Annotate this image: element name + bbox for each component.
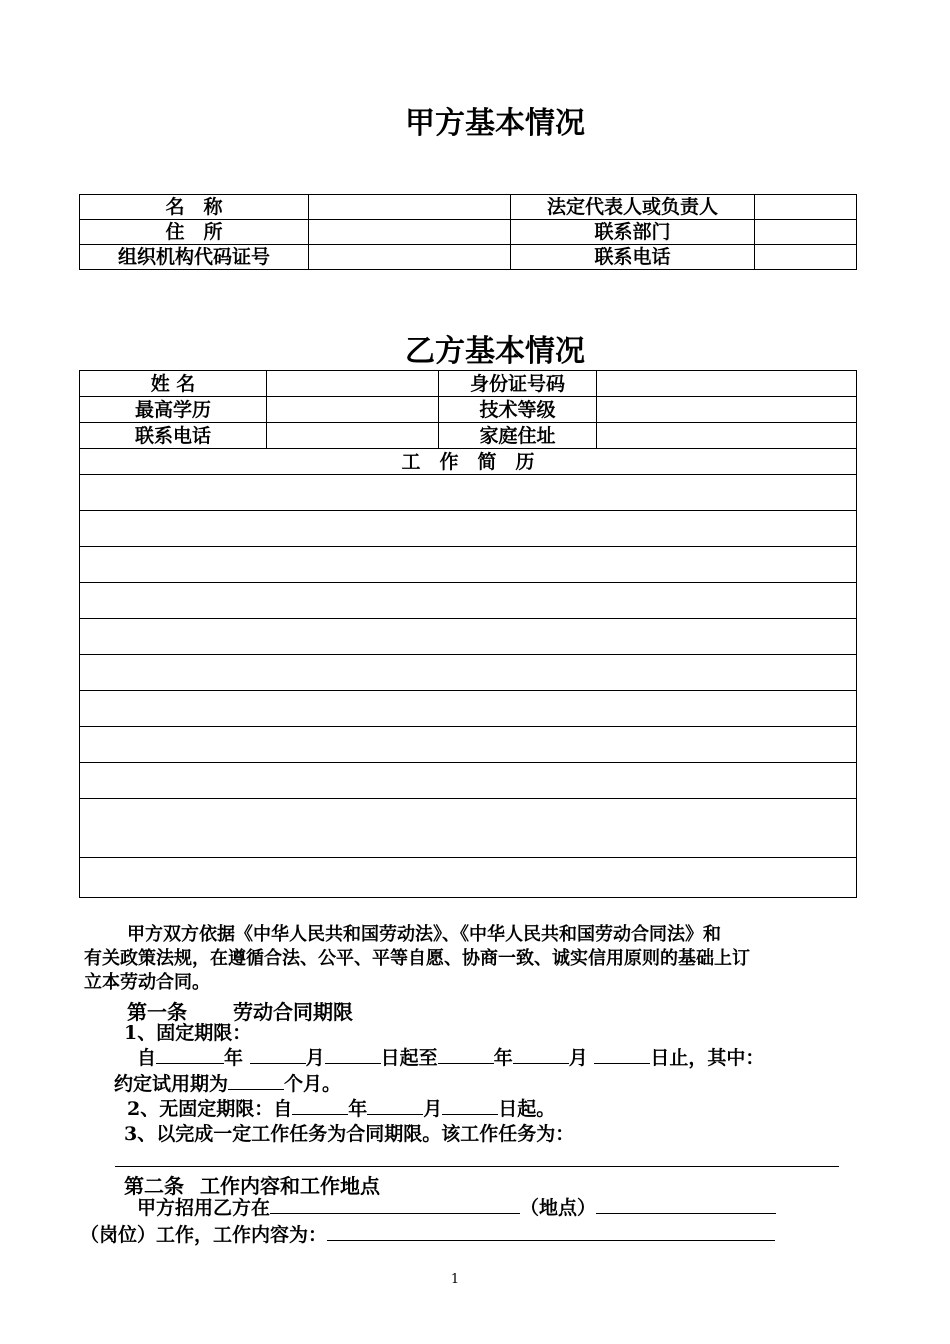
work-history-cell[interactable]: [80, 763, 857, 799]
work-content-blank[interactable]: [327, 1222, 775, 1241]
work-history-cell[interactable]: [80, 547, 857, 583]
intro-line-3: 立本劳动合同。: [84, 972, 210, 993]
start-day-text: 日起至: [380, 1047, 438, 1069]
employ-line: [137, 1195, 776, 1221]
end-month-blank[interactable]: [513, 1045, 569, 1064]
contact-dept-label: 联系部门: [511, 220, 755, 245]
article-1-number: 第一条: [127, 1000, 187, 1024]
work-history-cell[interactable]: [80, 583, 857, 619]
table-row: [80, 449, 857, 475]
month-text: 月: [423, 1098, 443, 1120]
skill-level-value[interactable]: [597, 397, 857, 423]
legal-rep-value[interactable]: [755, 195, 857, 220]
work-history-row: [80, 511, 857, 547]
phone-value[interactable]: [755, 245, 857, 270]
open-term-line: [127, 1096, 555, 1122]
table-row: [80, 397, 857, 423]
b-phone-value[interactable]: [267, 423, 439, 449]
party-b-title: 乙方基本情况: [405, 334, 585, 369]
id-number-value[interactable]: [597, 371, 857, 397]
org-code-value[interactable]: [309, 245, 511, 270]
work-history-header: 工 作 简 历: [80, 449, 857, 475]
b-phone-label: 联系电话: [80, 423, 267, 449]
party-b-table: [79, 370, 857, 898]
legal-rep-label: 法定代表人或负责人: [511, 195, 755, 220]
intro-line-1: 甲方双方依据《中华人民共和国劳动法》、《中华人民共和国劳动合同法》和: [127, 924, 721, 945]
article-2-title: 工作内容和工作地点: [200, 1174, 380, 1198]
education-value[interactable]: [267, 397, 439, 423]
work-history-row: [80, 763, 857, 799]
open-month-blank[interactable]: [367, 1096, 423, 1115]
work-history-cell[interactable]: [80, 511, 857, 547]
phone-label: 联系电话: [511, 245, 755, 270]
work-history-cell[interactable]: [80, 691, 857, 727]
address-value[interactable]: [309, 220, 511, 245]
home-address-value[interactable]: [597, 423, 857, 449]
name-label: 名 称: [80, 195, 309, 220]
work-history-cell[interactable]: [80, 655, 857, 691]
task-description-blank[interactable]: [115, 1166, 839, 1167]
table-row: [80, 220, 857, 245]
skill-level-label: 技术等级: [439, 397, 597, 423]
table-row: [80, 195, 857, 220]
table-row: [80, 245, 857, 270]
employ-prefix: 甲方招用乙方在: [137, 1197, 271, 1219]
contact-dept-value[interactable]: [755, 220, 857, 245]
fixed-term-dates: [137, 1045, 764, 1071]
name-value[interactable]: [309, 195, 511, 220]
intro-line-2: 有关政策法规，在遵循合法、公平、平等自愿、协商一致、诚实信用原则的基础上订: [84, 948, 750, 969]
table-row: [80, 371, 857, 397]
location-label: （地点）: [520, 1197, 597, 1219]
position-blank[interactable]: [596, 1195, 776, 1214]
work-history-row: [80, 858, 857, 898]
end-day-blank[interactable]: [594, 1045, 650, 1064]
education-label: 最高学历: [80, 397, 267, 423]
work-history-row: [80, 655, 857, 691]
probation-line: [114, 1071, 341, 1097]
end-day-text: 日止，其中：: [650, 1047, 765, 1069]
b-name-value[interactable]: [267, 371, 439, 397]
probation-suffix: 个月。: [284, 1073, 342, 1095]
party-a-title: 甲方基本情况: [405, 106, 585, 141]
work-history-cell[interactable]: [80, 727, 857, 763]
work-history-row: [80, 799, 857, 858]
work-history-row: [80, 547, 857, 583]
article-1-title: 劳动合同期限: [233, 1000, 353, 1024]
year-text: 年: [348, 1098, 368, 1120]
start-month-blank[interactable]: [250, 1045, 306, 1064]
task-term-line: 3、以完成一定工作任务为合同期限。该工作任务为：: [124, 1123, 575, 1145]
work-history-cell[interactable]: [80, 475, 857, 511]
end-year-blank[interactable]: [438, 1045, 494, 1064]
open-day-blank[interactable]: [442, 1096, 498, 1115]
org-code-label: 组织机构代码证号: [80, 245, 309, 270]
year-text: 年: [224, 1047, 244, 1069]
address-label: 住 所: [80, 220, 309, 245]
probation-months-blank[interactable]: [228, 1071, 284, 1090]
table-row: [80, 423, 857, 449]
open-year-blank[interactable]: [292, 1096, 348, 1115]
article-2-number: 第二条: [124, 1174, 184, 1198]
year-text: 年: [493, 1047, 513, 1069]
work-history-cell[interactable]: [80, 858, 857, 898]
work-history-row: [80, 619, 857, 655]
work-content-line: [80, 1222, 775, 1248]
work-history-cell[interactable]: [80, 799, 857, 858]
work-history-row: [80, 583, 857, 619]
start-day-blank[interactable]: [325, 1045, 381, 1064]
id-number-label: 身份证号码: [439, 371, 597, 397]
probation-prefix: 约定试用期为: [114, 1073, 229, 1095]
work-content-prefix: （岗位）工作，工作内容为：: [80, 1224, 328, 1246]
open-day-text: 日起。: [498, 1098, 556, 1120]
month-text: 月: [568, 1047, 588, 1069]
from-text: 自: [137, 1047, 157, 1069]
fixed-term-label: 1、固定期限：: [124, 1022, 252, 1044]
month-text: 月: [305, 1047, 325, 1069]
page-number: 1: [450, 1272, 460, 1287]
work-history-row: [80, 475, 857, 511]
party-a-table: [79, 194, 857, 270]
location-blank[interactable]: [270, 1195, 520, 1214]
home-address-label: 家庭住址: [439, 423, 597, 449]
work-history-row: [80, 727, 857, 763]
b-name-label: 姓 名: [80, 371, 267, 397]
open-term-label: 2、无固定期限：自: [127, 1098, 293, 1120]
start-year-blank[interactable]: [156, 1045, 224, 1064]
work-history-cell[interactable]: [80, 619, 857, 655]
work-history-row: [80, 691, 857, 727]
